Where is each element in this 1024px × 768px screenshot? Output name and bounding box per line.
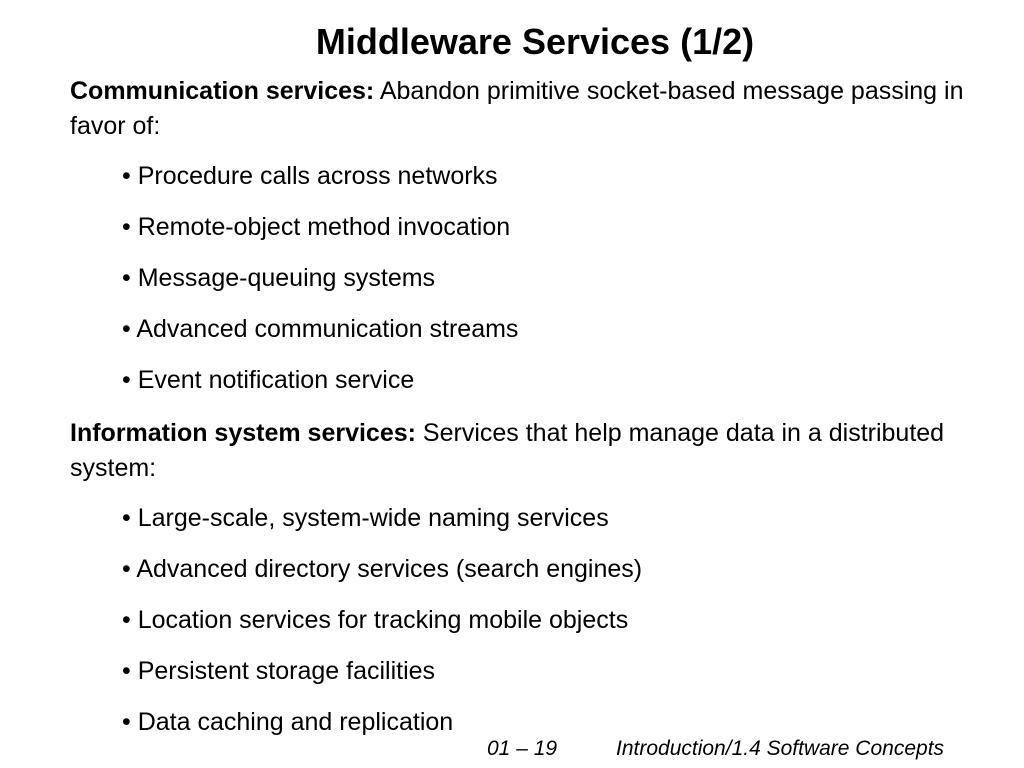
bullet-item: • Advanced communication streams <box>122 315 519 343</box>
bullet-item: • Message-queuing systems <box>122 264 436 292</box>
bullet-list-information <box>122 493 982 748</box>
bullet-item: • Persistent storage facilities <box>122 657 436 685</box>
section-text: Abandon primitive socket-based message passing in favor of: <box>70 77 964 140</box>
slide-title: Middleware Services (1/2) <box>315 21 755 62</box>
section-lead: Communication services: <box>70 77 375 105</box>
bullet-item: • Location services for tracking mobile objects <box>122 606 629 634</box>
section-text: Services that help manage data in a distributed system: <box>70 419 945 482</box>
footer-page-number: 01 – 19 <box>487 737 558 760</box>
bullet-item: • Large-scale, system-wide naming services <box>122 504 609 532</box>
section-lead: Information system services: <box>70 419 416 447</box>
section-communication-services <box>70 74 970 144</box>
footer-topic: Introduction/1.4 Software Concepts <box>616 737 945 760</box>
bullet-item: • Procedure calls across networks <box>122 162 498 190</box>
bullet-item: • Data caching and replication <box>122 708 454 736</box>
bullet-item: • Remote-object method invocation <box>122 213 511 241</box>
bullet-item: • Event notification service <box>122 366 415 394</box>
section-information-system-services <box>70 416 970 486</box>
bullet-item: • Advanced directory services (search engines) <box>122 555 643 583</box>
bullet-list-communication <box>122 151 982 406</box>
